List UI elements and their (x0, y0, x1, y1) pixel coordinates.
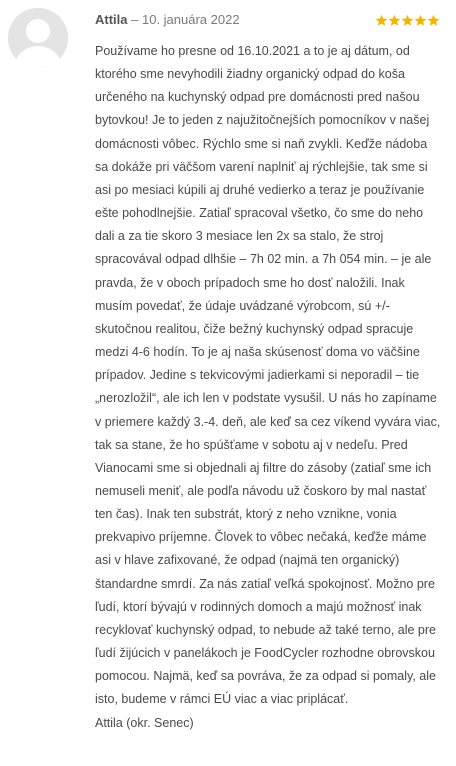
star-rating (375, 14, 440, 27)
avatar (8, 8, 68, 68)
default-user-avatar-icon (8, 8, 68, 68)
star-icon (401, 14, 414, 27)
review-date: 10. januára 2022 (141, 12, 240, 27)
review-signature: Attila (okr. Senec) (95, 715, 194, 730)
star-icon (427, 14, 440, 27)
star-icon (414, 14, 427, 27)
review-body: Používame ho presne od 16.10.2021 a to je aj dátum, od ktorého sme nevyhodili žiadny organický odpad do koša určeného na kuchynský odpad pre domácnosti pred našou bytovkou! Je to jeden z najužitočnejších pomocníkov v našej domácnosti vôbec. Rýchlo sme si naň zvykli. Keďže nádoba sa dokáže pri väčšom varení naplniť aj rýchlejšie, tak sme si asi po mesiaci kúpili aj druhé vedierko a teraz je používanie ešte pohodlnejšie. Zatiaľ spracoval všetko, čo sme do neho dali a za tie skoro 3 mesiace len 2x sa stalo, že stroj spracovával odpad dlhšie – 7h 02 min. a 7h 054 min. – je ale pravda, že v oboch prípadoch sme ho dosť naložili. Inak musím povedať, že údaje uvádzané výrobcom, sú +/- skutočnou realitou, čiže bežný kuchynský odpad spracuje medzi 4-6 hodín. To je aj naša skúsenosť doma vo väčšine prípadov. Jedine s tekvicovými jadierkami si neporadil – tie „nerozložil“, ale ich len v podstate vysušil. U nás ho zapíname v priemere každý 3.-4. deň, ale keď sa cez víkend vyvára viac, tak sa stane, že ho spúšťame v sobotu aj v nedeľu. Pred Vianocami sme si objednali aj filtre do zásoby (zatiaľ sme ich nemuseli meniť, ale podľa návodu už čoskoro by mal nastať ten čas). Inak ten substrát, ktorý z neho vznikne, vonia prekvapivo príjemne. Človek to vôbec nečaká, keďže máme asi v hlave zafixované, že odpad (najmä ten organický) štandardne smrdí. Za nás zatiaľ veľká spokojnosť. Možno pre ľudí, ktorí bývajú v rodinných domoch a majú možnosť inak recyklovať kuchynský odpad, to nebude až také terno, ale pre ľudí žijúcich v panelákoch je FoodCycler rozhodne obrovskou pomocou. Najmä, keď sa povráva, že za odpad si pomaly, ale isto, budeme v rámci EÚ viac a viac priplácať. (95, 44, 441, 707)
review-text (95, 40, 443, 735)
star-icon (388, 14, 401, 27)
review-meta (95, 11, 240, 29)
review-author: Attila (95, 12, 128, 27)
meta-separator: – (131, 12, 139, 27)
star-icon (375, 14, 388, 27)
